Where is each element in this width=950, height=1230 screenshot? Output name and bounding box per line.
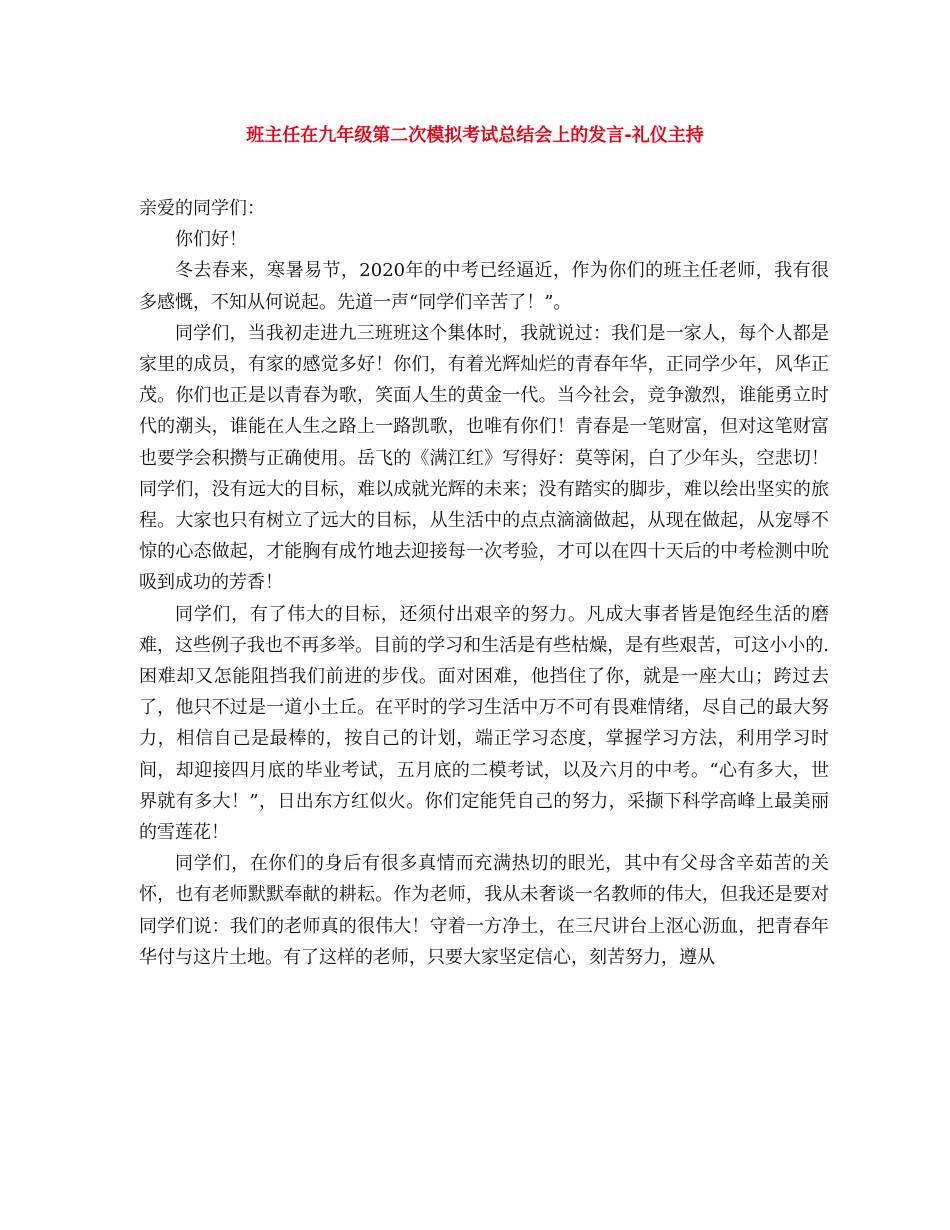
salutation: 亲爱的同学们： [139,198,265,219]
paragraph-4: 同学们，在你们的身后有很多真情而充满热切的眼光，其中有父母含辛茹苦的关怀，也有老师默默奉献的耕耘。作为老师，我从未奢谈一名教师的伟大，但我还是要对同学们说：我们的老师真的很伟大！守着一方净土，在三尺讲台上沤心沥血，把青春年华付与这片土地。有了这样的老师，只要大家坚定信心，刻苦努力，遵从 [139,853,829,968]
paragraph-3: 同学们，有了伟大的目标，还须付出艰辛的努力。凡成大事者皆是饱经生活的磨难，这些例子我也不再多举。目前的学习和生活是有些枯燥，是有些艰苦，可这小小的.困难却又怎能阻挡我们前进的步伐。面对困难，他挡住了你，就是一座大山；跨过去了，他只不过是一道小土丘。在平时的学习生活中万不可有畏难情绪，尽自己的最大努力，相信自己是最棒的，按自己的计划，端正学习态度，掌握学习方法，利用学习时间，却迎接四月底的毕业考试，五月底的二模考试，以及六月的中考。“心有多大，世界就有多大！”，日出东方红似火。你们定能凭自己的努力，采撷下科学高峰上最美丽的雪莲花！ [139,603,829,844]
document-body [139,193,829,973]
document-title: 班主任在九年级第二次模拟考试总结会上的发言-礼仪主持 [246,125,704,146]
paragraph-greeting: 你们好！ [175,229,247,251]
paragraph-1: 冬去春来，寒暑易节，2020年的中考已经逼近，作为你们的班主任老师，我有很多感慨，不知从何说起。先道一声“同学们辛苦了！”。 [139,260,829,313]
paragraph-2: 同学们，当我初走进九三班班这个集体时，我就说过：我们是一家人，每个人都是家里的成员，有家的感觉多好！你们，有着光辉灿烂的青春年华，正同学少年，风华正茂。你们也正是以青春为歌，笑面人生的黄金一代。当今社会，竞争激烈，谁能勇立时代的潮头，谁能在人生之路上一路凯歌，也唯有你们！青春是一笔财富，但对这笔财富也要学会积攒与正确使用。岳飞的《满江红》写得好：莫等闲，白了少年头，空悲切！同学们，没有远大的目标，难以成就光辉的未来；没有踏实的脚步，难以绘出坚实的旅程。大家也只有树立了远大的目标，从生活中的点点滴滴做起，从现在做起，从宠辱不惊的心态做起，才能胸有成竹地去迎接每一次考验，才可以在四十天后的中考检测中吮吸到成功的芳香！ [139,322,829,594]
